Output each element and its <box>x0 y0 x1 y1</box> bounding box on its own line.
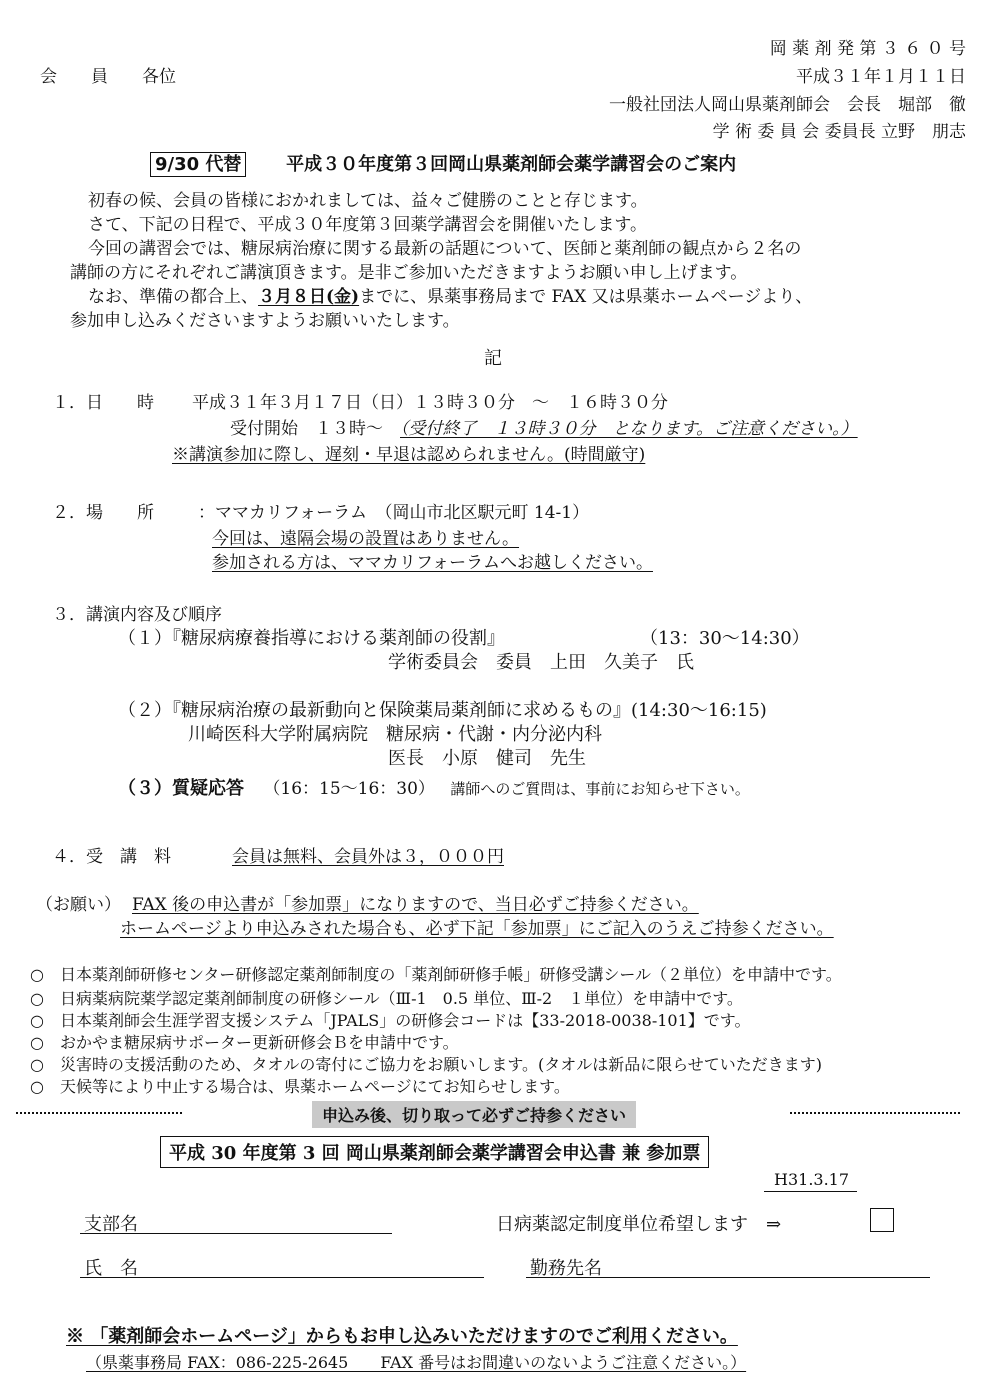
reception-start: 受付開始 １３時～ <box>230 419 400 439</box>
talk1-time: （13：30～14:30） <box>640 628 810 649</box>
reception-end: （受付終了 １３時３０分 となります。ご注意ください。） <box>400 419 858 439</box>
section4-fee: 会員は無料、会員外は３，０００円 <box>232 847 504 867</box>
doc-number: 岡 薬 剤 発 第 ３ ６ ０ 号 <box>769 39 966 59</box>
intro-line-4: 講師の方にそれぞれご講演頂きます。是非ご参加いただきますようお願い申し上げます。 <box>70 263 748 283</box>
section4-label: ４．受 講 料 <box>52 847 171 867</box>
form-date: H31.3.17 <box>764 1170 857 1192</box>
branch-field[interactable] <box>80 1233 392 1234</box>
talk2-title: （２）『糖尿病治療の最新動向と保険薬局薬剤師に求めるもの』(14:30～16:15) <box>118 700 767 721</box>
section2-label: ２．場 所 <box>52 503 154 523</box>
talk3-row <box>118 774 750 800</box>
section2-note-1: 今回は、遠隔会場の設置はありません。 <box>212 529 520 549</box>
section3-label: ３．講演内容及び順序 <box>52 605 222 625</box>
name-label: 氏 名 <box>84 1258 138 1279</box>
cut-line-right <box>790 1112 960 1114</box>
talk3-time: （16：15～16：30） <box>263 779 435 799</box>
request-line-1: FAX 後の申込書が「参加票」になりますので、当日必ずご持参ください。 <box>132 895 699 915</box>
unit-request-label: 日病薬認定制度単位希望します ⇒ <box>496 1214 782 1235</box>
talk2-affiliation: 川崎医科大学附属病院 糖尿病・代謝・内分泌内科 <box>188 724 602 745</box>
cut-label: 申込み後、切り取って必ずご持参ください <box>312 1101 636 1128</box>
notice-item: ○ 災害時の支援活動のため、タオルの寄付にご協力をお願いします。(タオルは新品に限らせていただきます) <box>30 1055 823 1074</box>
footer-fax-note: （県薬事務局 FAX：086-225-2645 FAX 番号はお間違いのないようご注意ください。） <box>86 1353 747 1372</box>
intro-line-5 <box>88 282 812 307</box>
talk1-title: （１）『糖尿病療養指導における薬剤師の役割』 <box>118 628 505 649</box>
section1-label: １．日 時 <box>52 393 154 413</box>
intro-line-1: 初春の候、会員の皆様におかれましては、益々ご健勝のことと存じます。 <box>88 191 648 211</box>
addressee: 会 員 各位 <box>40 67 176 87</box>
section2-venue: ：ママカリフォーラム （岡山市北区駅元町 14-1） <box>198 503 590 523</box>
notice-item: ○ 日本薬剤師研修センター研修認定薬剤師制度の「薬剤師研修手帳」研修受講シール（２単位）を申請中です。 <box>30 965 842 984</box>
talk3-title: （３）質疑応答 <box>118 778 244 799</box>
intro-line-6: 参加申し込みくださいますようお願いいたします。 <box>70 311 460 331</box>
talk1-speaker: 学術委員会 委員 上田 久美子 氏 <box>388 652 694 673</box>
form-title: 平成 30 年度第 3 回 岡山県薬剤師会薬学講習会申込書 兼 参加票 <box>160 1136 709 1168</box>
notice-item: ○ おかやま糖尿病サポーター更新研修会Ｂを申請中です。 <box>30 1033 459 1052</box>
request-label: （お願い） <box>36 895 121 915</box>
intro-line-3: 今回の講習会では、糖尿病治療に関する最新の話題について、医師と薬剤師の観点から２名の <box>88 239 802 259</box>
page-title <box>150 150 736 176</box>
title-badge: 9/30 代替 <box>150 152 246 177</box>
notice-item: ○ 日病薬病院薬学認定薬剤師制度の研修シール（Ⅲ-1 0.5 単位、Ⅲ-2 １単位）を申請中です。 <box>30 989 743 1008</box>
name-field[interactable] <box>80 1277 484 1278</box>
intro-line-2: さて、下記の日程で、平成３０年度第３回薬学講習会を開催いたします。 <box>88 215 647 235</box>
intro-line-5b: までに、県薬事務局まで FAX 又は県薬ホームページより、 <box>359 287 813 307</box>
ki-heading: 記 <box>484 348 502 369</box>
title-text: 平成３０年度第３回岡山県薬剤師会薬学講習会のご案内 <box>286 154 737 175</box>
section1-reception <box>230 414 858 439</box>
intro-line-5a: なお、準備の都合上、 <box>88 287 258 307</box>
request-line-2: ホームページより申込みされた場合も、必ず下記「参加票」にご記入のうえご持参ください。 <box>120 919 834 939</box>
unit-request-checkbox[interactable] <box>870 1208 894 1232</box>
footer-homepage-note: ※ 「薬剤師会ホームページ」からもお申し込みいただけますのでご利用ください。 <box>66 1326 738 1347</box>
section1-datetime: 平成３１年３月１７日（日）１３時３０分 ～ １６時３０分 <box>192 393 668 413</box>
branch-label: 支部名 <box>84 1214 138 1235</box>
section1-note: ※講演参加に際し、遅刻・早退は認められません。(時間厳守) <box>172 445 646 465</box>
talk3-note: 講師へのご質問は、事前にお知らせ下さい。 <box>450 780 750 798</box>
deadline: ３月８日(金) <box>258 287 360 307</box>
notice-item: ○ 日本薬剤師会生涯学習支援システム「JPALS」の研修会コードは【33-2018-0038-101】です。 <box>30 1011 751 1030</box>
cut-line-left <box>16 1112 182 1114</box>
notice-item: ○ 天候等により中止する場合は、県薬ホームページにてお知らせします。 <box>30 1077 570 1096</box>
workplace-label: 勤務先名 <box>530 1258 602 1279</box>
section2-note-2: 参加される方は、ママカリフォーラムへお越しください。 <box>212 553 653 573</box>
workplace-field[interactable] <box>526 1277 930 1278</box>
sender-committee: 学 術 委 員 会 委員長 立野 朋志 <box>712 122 966 142</box>
talk2-speaker: 医長 小原 健司 先生 <box>388 748 586 769</box>
sender-association: 一般社団法人岡山県薬剤師会 会長 堀部 徹 <box>609 95 966 115</box>
issue-date: 平成３１年１月１１日 <box>796 67 966 87</box>
